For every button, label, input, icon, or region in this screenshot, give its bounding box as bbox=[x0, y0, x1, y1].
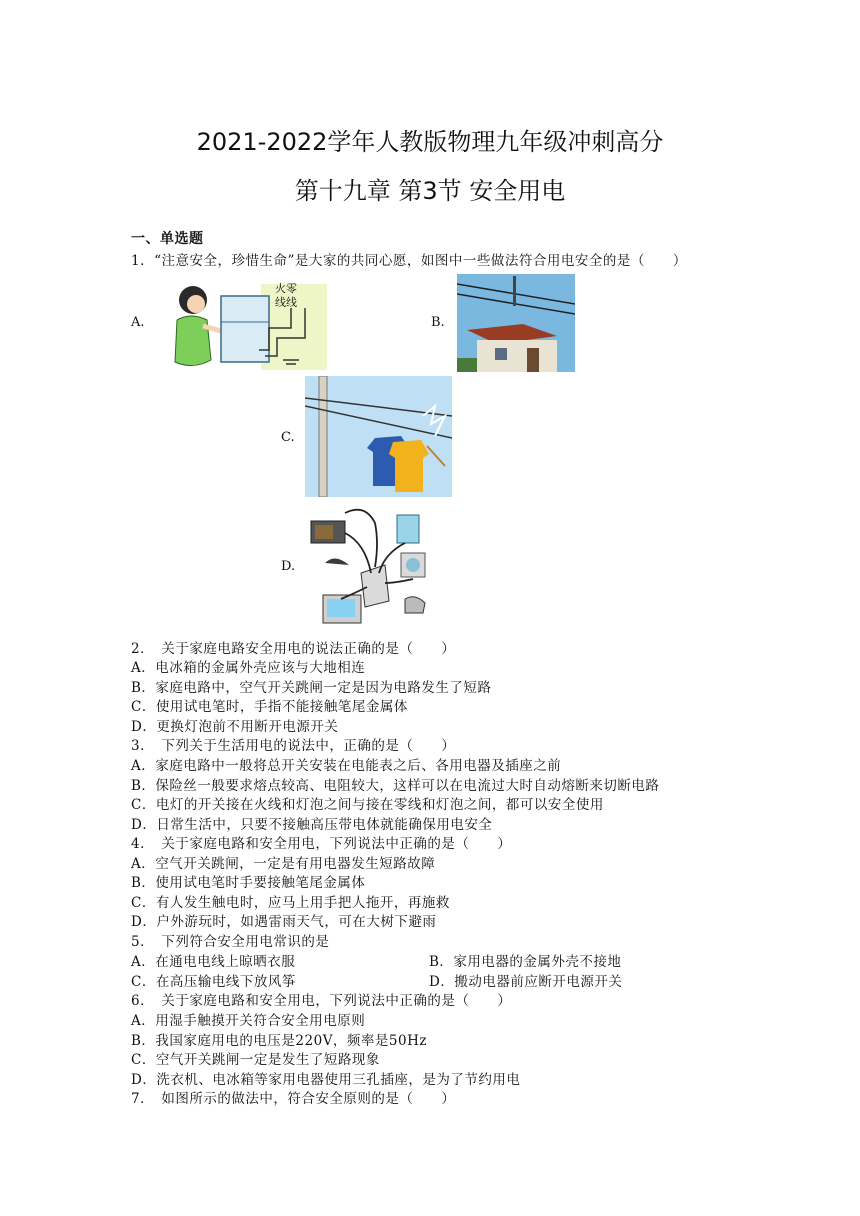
q2-option-b: B．家庭电路中，空气开关跳闸一定是因为电路发生了短路 bbox=[131, 680, 492, 696]
figure-a-text-2: 线线 bbox=[275, 296, 297, 309]
q4-option-b: B．使用试电笔时手要接触笔尾金属体 bbox=[131, 875, 366, 891]
question-1-stem: 1．“注意安全，珍惜生命”是大家的共同心愿，如图中一些做法符合用电安全的是（ ） bbox=[131, 253, 687, 269]
q2-option-c: C．使用试电笔时，手指不能接触笔尾金属体 bbox=[131, 699, 408, 715]
document-title: 2021-2022学年人教版物理九年级冲刺高分 bbox=[196, 128, 664, 156]
option-b-label: B. bbox=[431, 315, 445, 330]
q5-stem: 5． 下列符合安全用电常识的是 bbox=[131, 934, 330, 950]
q6-option-b: B．我国家庭用电的电压是220V，频率是50Hz bbox=[131, 1033, 428, 1049]
q3-option-c: C．电灯的开关接在火线和灯泡之间与接在零线和灯泡之间，都可以安全使用 bbox=[131, 797, 604, 813]
q6-option-d: D．洗衣机、电冰箱等家用电器使用三孔插座，是为了节约用电 bbox=[131, 1072, 521, 1088]
figure-a-text-1: 火零 bbox=[275, 282, 297, 295]
q7-stem: 7． 如图所示的做法中，符合安全原则的是（ ） bbox=[131, 1091, 456, 1107]
figure-d-overloaded-socket-illustration bbox=[305, 503, 445, 627]
q2-stem: 2． 关于家庭电路安全用电的说法正确的是（ ） bbox=[131, 641, 456, 657]
q3-option-d: D．日常生活中，只要不接触高压带电体就能确保用电安全 bbox=[131, 817, 493, 833]
q5-option-d: D．搬动电器前应断开电源开关 bbox=[429, 974, 623, 990]
q6-option-c: C．空气开关跳闸一定是发生了短路现象 bbox=[131, 1052, 380, 1068]
figure-b-house-under-power-lines-illustration bbox=[457, 274, 575, 372]
q4-stem: 4． 关于家庭电路和安全用电，下列说法中正确的是（ ） bbox=[131, 836, 512, 852]
q5-option-a: A．在通电电线上晾晒衣服 bbox=[131, 954, 296, 970]
section-heading: 一、单选题 bbox=[131, 231, 204, 247]
q3-option-a: A．家庭电路中一般将总开关安装在电能表之后、各用电器及插座之前 bbox=[131, 758, 562, 774]
q6-option-a: A．用湿手触摸开关符合安全用电原则 bbox=[131, 1013, 366, 1029]
option-d-label: D. bbox=[281, 559, 296, 574]
document-subtitle: 第十九章 第3节 安全用电 bbox=[294, 177, 566, 205]
q6-stem: 6． 关于家庭电路和安全用电，下列说法中正确的是（ ） bbox=[131, 993, 512, 1009]
q4-option-a: A．空气开关跳闸，一定是有用电器发生短路故障 bbox=[131, 856, 436, 872]
q5-option-c: C．在高压输电线下放风筝 bbox=[131, 974, 296, 990]
q3-option-b: B．保险丝一般要求熔点较高、电阻较大，这样可以在电流过大时自动熔断来切断电路 bbox=[131, 778, 660, 794]
figure-c-clothes-on-power-line-illustration bbox=[305, 376, 452, 497]
figure-a-woman-wet-hands-illustration bbox=[163, 280, 328, 372]
q3-stem: 3． 下列关于生活用电的说法中，正确的是（ ） bbox=[131, 738, 456, 754]
q4-option-c: C．有人发生触电时，应马上用手把人拖开，再施救 bbox=[131, 895, 450, 911]
q2-option-d: D．更换灯泡前不用断开电源开关 bbox=[131, 719, 339, 735]
option-c-label: C. bbox=[281, 430, 295, 445]
q2-option-a: A．电冰箱的金属外壳应该与大地相连 bbox=[131, 660, 366, 676]
option-a-label: A. bbox=[131, 315, 145, 330]
q4-option-d: D．户外游玩时，如遇雷雨天气，可在大树下避雨 bbox=[131, 914, 437, 930]
q5-option-b: B．家用电器的金属外壳不接地 bbox=[429, 954, 622, 970]
